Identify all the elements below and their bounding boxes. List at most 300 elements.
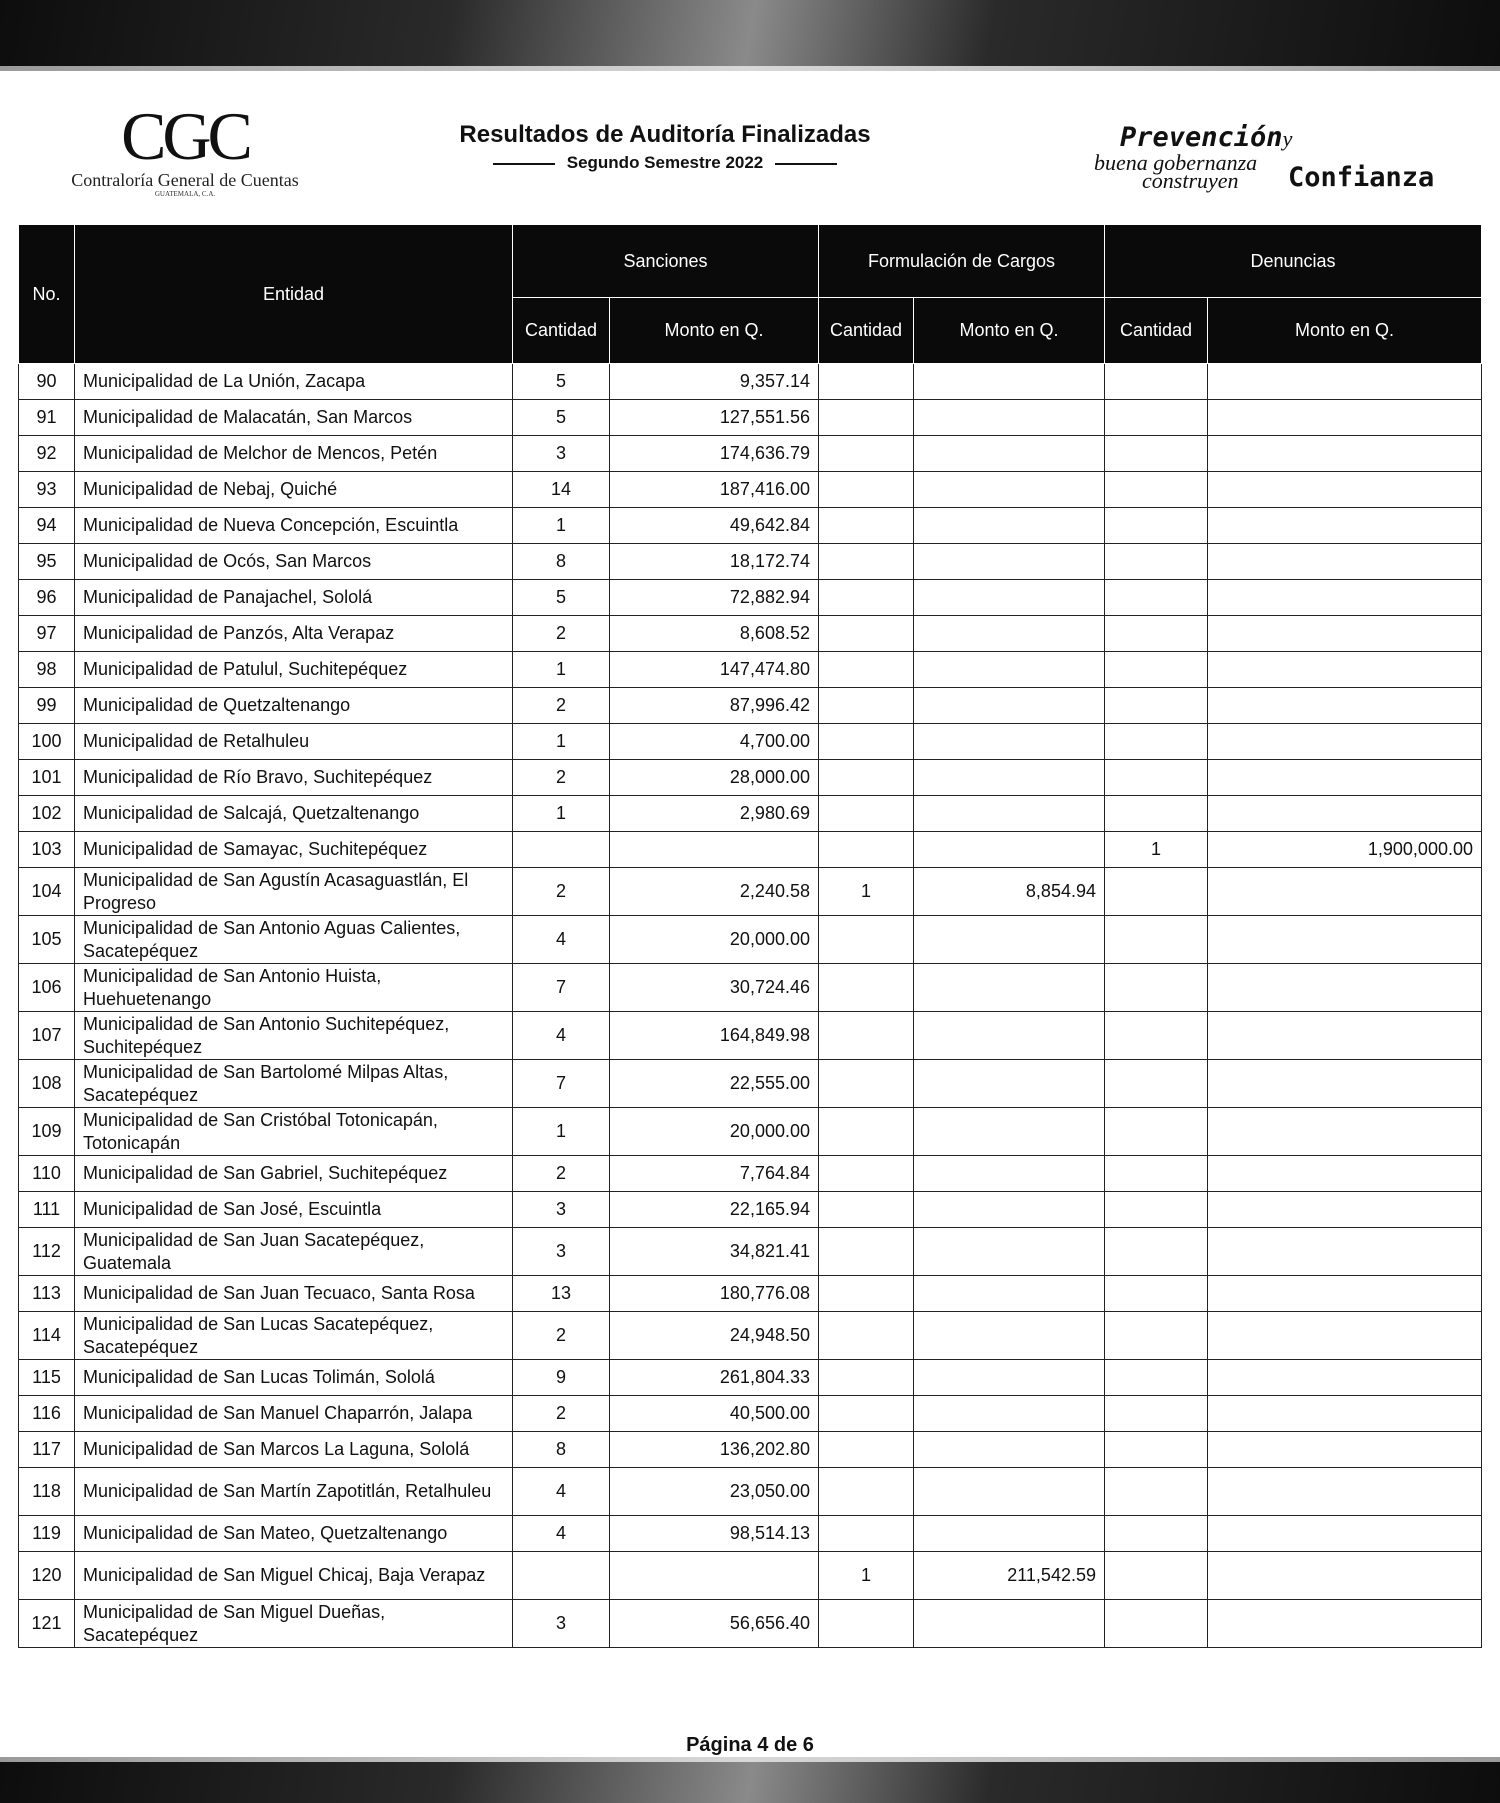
slogan-line-2: buena gobernanza (1094, 150, 1258, 175)
cell-formulacion-cantidad (819, 1600, 914, 1648)
cell-sanciones-cantidad: 3 (513, 1192, 610, 1228)
cell-no: 113 (19, 1276, 75, 1312)
cell-formulacion-cantidad (819, 436, 914, 472)
cell-denuncias-cantidad (1105, 1600, 1208, 1648)
table-row (19, 364, 1482, 400)
cell-denuncias-monto (1208, 1276, 1482, 1312)
cell-entidad: Municipalidad de Nebaj, Quiché (75, 472, 513, 508)
cell-formulacion-monto: 8,854.94 (914, 868, 1105, 916)
cell-sanciones-monto: 87,996.42 (610, 688, 819, 724)
cell-sanciones-monto: 22,555.00 (610, 1060, 819, 1108)
cell-sanciones-monto: 136,202.80 (610, 1432, 819, 1468)
cell-entidad: Municipalidad de Patulul, Suchitepéquez (75, 652, 513, 688)
cgc-logo (55, 98, 315, 202)
cell-denuncias-cantidad (1105, 508, 1208, 544)
cell-formulacion-cantidad (819, 1060, 914, 1108)
cell-denuncias-cantidad (1105, 868, 1208, 916)
cell-formulacion-monto (914, 916, 1105, 964)
cell-formulacion-cantidad (819, 1516, 914, 1552)
cell-formulacion-monto (914, 1108, 1105, 1156)
cell-sanciones-monto: 7,764.84 (610, 1156, 819, 1192)
cell-no: 101 (19, 760, 75, 796)
cell-sanciones-cantidad: 3 (513, 1600, 610, 1648)
cell-sanciones-cantidad (513, 832, 610, 868)
cell-denuncias-cantidad (1105, 544, 1208, 580)
slogan-word-prevencion: Prevención (1120, 122, 1283, 153)
cell-formulacion-cantidad (819, 688, 914, 724)
cell-formulacion-cantidad (819, 1228, 914, 1276)
cell-formulacion-monto (914, 1396, 1105, 1432)
cell-sanciones-cantidad: 3 (513, 436, 610, 472)
cell-entidad: Municipalidad de San Antonio Huista, Huehuetenango (75, 964, 513, 1012)
cell-formulacion-monto (914, 472, 1105, 508)
table-row (19, 868, 1482, 916)
cell-sanciones-monto: 30,724.46 (610, 964, 819, 1012)
cell-sanciones-cantidad: 4 (513, 916, 610, 964)
cell-entidad: Municipalidad de Panzós, Alta Verapaz (75, 616, 513, 652)
cell-sanciones-monto: 8,608.52 (610, 616, 819, 652)
cell-sanciones-cantidad: 2 (513, 1396, 610, 1432)
table-row (19, 580, 1482, 616)
table-row (19, 1600, 1482, 1648)
cell-sanciones-monto: 180,776.08 (610, 1276, 819, 1312)
table-row (19, 400, 1482, 436)
cell-entidad: Municipalidad de San José, Escuintla (75, 1192, 513, 1228)
col-header-no: No. (19, 225, 75, 364)
cell-entidad: Municipalidad de La Unión, Zacapa (75, 364, 513, 400)
cell-formulacion-monto (914, 1156, 1105, 1192)
table-header (19, 225, 1482, 364)
cell-formulacion-cantidad (819, 796, 914, 832)
cell-entidad: Municipalidad de San Lucas Tolimán, Sololá (75, 1360, 513, 1396)
cell-formulacion-cantidad (819, 832, 914, 868)
sub-header-denuncias-monto: Monto en Q. (1208, 298, 1482, 364)
cell-denuncias-monto (1208, 1012, 1482, 1060)
cell-formulacion-cantidad (819, 544, 914, 580)
cell-formulacion-cantidad (819, 1156, 914, 1192)
cell-formulacion-monto (914, 1192, 1105, 1228)
table-row (19, 652, 1482, 688)
cell-denuncias-monto (1208, 1360, 1482, 1396)
cell-sanciones-monto: 2,240.58 (610, 868, 819, 916)
cell-sanciones-monto: 18,172.74 (610, 544, 819, 580)
cell-sanciones-cantidad: 8 (513, 1432, 610, 1468)
cell-denuncias-monto (1208, 580, 1482, 616)
cell-no: 104 (19, 868, 75, 916)
cell-denuncias-monto (1208, 544, 1482, 580)
slogan-word-y: y (1282, 126, 1293, 151)
cell-no: 97 (19, 616, 75, 652)
cell-formulacion-cantidad (819, 652, 914, 688)
cell-entidad: Municipalidad de Ocós, San Marcos (75, 544, 513, 580)
cell-denuncias-monto (1208, 436, 1482, 472)
cell-denuncias-cantidad (1105, 916, 1208, 964)
cell-no: 119 (19, 1516, 75, 1552)
cell-sanciones-monto: 24,948.50 (610, 1312, 819, 1360)
cell-sanciones-cantidad: 3 (513, 1228, 610, 1276)
cell-sanciones-cantidad: 14 (513, 472, 610, 508)
cell-formulacion-monto (914, 1060, 1105, 1108)
table-row (19, 724, 1482, 760)
sub-header-sanciones-monto: Monto en Q. (610, 298, 819, 364)
subtitle-rule-right (775, 163, 837, 165)
cell-sanciones-cantidad: 7 (513, 1060, 610, 1108)
cell-denuncias-monto (1208, 1156, 1482, 1192)
cell-no: 107 (19, 1012, 75, 1060)
cell-formulacion-cantidad (819, 1312, 914, 1360)
cell-denuncias-monto (1208, 652, 1482, 688)
cell-no: 110 (19, 1156, 75, 1192)
table-row (19, 436, 1482, 472)
table-row (19, 1108, 1482, 1156)
cell-denuncias-monto (1208, 400, 1482, 436)
cell-formulacion-cantidad (819, 616, 914, 652)
cell-entidad: Municipalidad de Melchor de Mencos, Petén (75, 436, 513, 472)
cell-formulacion-monto (914, 652, 1105, 688)
cell-sanciones-monto: 72,882.94 (610, 580, 819, 616)
cell-denuncias-cantidad (1105, 580, 1208, 616)
cell-formulacion-cantidad (819, 400, 914, 436)
table-row (19, 688, 1482, 724)
cell-denuncias-monto (1208, 1312, 1482, 1360)
cell-no: 98 (19, 652, 75, 688)
cell-formulacion-monto (914, 1360, 1105, 1396)
cell-denuncias-monto (1208, 760, 1482, 796)
cell-entidad: Municipalidad de San Lucas Sacatepéquez, Sacatepéquez (75, 1312, 513, 1360)
group-header-sanciones: Sanciones (513, 225, 819, 298)
cell-sanciones-monto: 187,416.00 (610, 472, 819, 508)
cell-denuncias-monto (1208, 472, 1482, 508)
cell-denuncias-cantidad (1105, 1432, 1208, 1468)
cell-sanciones-cantidad: 1 (513, 796, 610, 832)
cell-no: 92 (19, 436, 75, 472)
cell-no: 94 (19, 508, 75, 544)
cell-denuncias-monto (1208, 616, 1482, 652)
table-row (19, 1552, 1482, 1600)
cell-denuncias-monto (1208, 724, 1482, 760)
cell-no: 115 (19, 1360, 75, 1396)
cell-denuncias-cantidad (1105, 400, 1208, 436)
table-row (19, 1516, 1482, 1552)
slogan-word-confianza: Confianza (1288, 162, 1435, 193)
table-row (19, 1012, 1482, 1060)
cell-no: 96 (19, 580, 75, 616)
cell-no: 121 (19, 1600, 75, 1648)
cell-sanciones-monto: 2,980.69 (610, 796, 819, 832)
cell-entidad: Municipalidad de Malacatán, San Marcos (75, 400, 513, 436)
cell-formulacion-cantidad (819, 508, 914, 544)
cell-denuncias-monto (1208, 1552, 1482, 1600)
cell-denuncias-cantidad (1105, 1012, 1208, 1060)
cell-formulacion-monto (914, 364, 1105, 400)
slogan (1090, 118, 1450, 198)
cell-sanciones-cantidad: 5 (513, 400, 610, 436)
cell-no: 106 (19, 964, 75, 1012)
cell-sanciones-cantidad: 2 (513, 1312, 610, 1360)
table-row (19, 616, 1482, 652)
cell-formulacion-cantidad (819, 364, 914, 400)
sub-header-formulacion-monto: Monto en Q. (914, 298, 1105, 364)
table-row (19, 1360, 1482, 1396)
cell-sanciones-cantidad: 9 (513, 1360, 610, 1396)
cell-sanciones-cantidad: 13 (513, 1276, 610, 1312)
cell-no: 116 (19, 1396, 75, 1432)
document-title-block (330, 120, 1000, 176)
table-body (19, 364, 1482, 1648)
slogan-line-3: construyen (1142, 168, 1239, 193)
cell-denuncias-cantidad (1105, 652, 1208, 688)
cell-denuncias-monto (1208, 1600, 1482, 1648)
cell-denuncias-monto (1208, 1396, 1482, 1432)
cell-formulacion-monto (914, 760, 1105, 796)
cell-sanciones-monto: 98,514.13 (610, 1516, 819, 1552)
group-header-formulacion: Formulación de Cargos (819, 225, 1105, 298)
cell-denuncias-monto (1208, 1228, 1482, 1276)
subtitle-rule-left (493, 163, 555, 165)
cell-sanciones-cantidad: 2 (513, 760, 610, 796)
sub-header-denuncias-cantidad: Cantidad (1105, 298, 1208, 364)
cell-sanciones-monto: 164,849.98 (610, 1012, 819, 1060)
cell-sanciones-cantidad: 1 (513, 652, 610, 688)
cell-sanciones-monto: 127,551.56 (610, 400, 819, 436)
cell-formulacion-monto (914, 1600, 1105, 1648)
table-row (19, 1432, 1482, 1468)
cell-entidad: Municipalidad de Quetzaltenango (75, 688, 513, 724)
cell-denuncias-cantidad (1105, 472, 1208, 508)
cell-sanciones-monto: 56,656.40 (610, 1600, 819, 1648)
cell-denuncias-monto (1208, 1192, 1482, 1228)
cell-no: 90 (19, 364, 75, 400)
cell-sanciones-cantidad: 4 (513, 1516, 610, 1552)
cell-entidad: Municipalidad de San Agustín Acasaguastlán, El Progreso (75, 868, 513, 916)
cell-formulacion-cantidad (819, 760, 914, 796)
cell-formulacion-monto (914, 1012, 1105, 1060)
cell-denuncias-monto (1208, 796, 1482, 832)
cell-entidad: Municipalidad de San Cristóbal Totonicapán, Totonicapán (75, 1108, 513, 1156)
cell-formulacion-monto (914, 1276, 1105, 1312)
cell-denuncias-monto (1208, 688, 1482, 724)
cell-sanciones-monto: 4,700.00 (610, 724, 819, 760)
cell-denuncias-cantidad (1105, 1516, 1208, 1552)
cell-formulacion-cantidad (819, 1192, 914, 1228)
table-row (19, 1060, 1482, 1108)
cell-entidad: Municipalidad de San Manuel Chaparrón, Jalapa (75, 1396, 513, 1432)
table-row (19, 1468, 1482, 1516)
table-row (19, 508, 1482, 544)
cell-no: 108 (19, 1060, 75, 1108)
table-row (19, 964, 1482, 1012)
cell-formulacion-monto (914, 1432, 1105, 1468)
cell-formulacion-cantidad (819, 1468, 914, 1516)
cell-denuncias-cantidad (1105, 1192, 1208, 1228)
table-row (19, 1192, 1482, 1228)
cell-denuncias-cantidad: 1 (1105, 832, 1208, 868)
cell-sanciones-cantidad: 5 (513, 364, 610, 400)
cell-formulacion-monto (914, 1516, 1105, 1552)
cell-entidad: Municipalidad de Samayac, Suchitepéquez (75, 832, 513, 868)
cell-sanciones-monto: 9,357.14 (610, 364, 819, 400)
cell-entidad: Municipalidad de Nueva Concepción, Escuintla (75, 508, 513, 544)
cell-denuncias-cantidad (1105, 1552, 1208, 1600)
cell-denuncias-monto (1208, 1516, 1482, 1552)
cell-no: 103 (19, 832, 75, 868)
cell-sanciones-monto: 261,804.33 (610, 1360, 819, 1396)
cell-denuncias-cantidad (1105, 1228, 1208, 1276)
cell-sanciones-cantidad: 7 (513, 964, 610, 1012)
cell-formulacion-monto (914, 796, 1105, 832)
cell-formulacion-monto (914, 508, 1105, 544)
cell-formulacion-cantidad: 1 (819, 1552, 914, 1600)
cell-no: 91 (19, 400, 75, 436)
cell-denuncias-monto (1208, 1432, 1482, 1468)
cell-sanciones-monto: 28,000.00 (610, 760, 819, 796)
cell-no: 114 (19, 1312, 75, 1360)
cell-denuncias-cantidad (1105, 1396, 1208, 1432)
cell-denuncias-cantidad (1105, 1360, 1208, 1396)
cell-sanciones-monto (610, 832, 819, 868)
table-row (19, 1396, 1482, 1432)
cell-denuncias-monto (1208, 1468, 1482, 1516)
cell-entidad: Municipalidad de San Juan Sacatepéquez, Guatemala (75, 1228, 513, 1276)
sub-header-sanciones-cantidad: Cantidad (513, 298, 610, 364)
group-header-denuncias: Denuncias (1105, 225, 1482, 298)
cell-denuncias-monto (1208, 364, 1482, 400)
cell-entidad: Municipalidad de San Miguel Chicaj, Baja Verapaz (75, 1552, 513, 1600)
cell-entidad: Municipalidad de San Martín Zapotitlán, Retalhuleu (75, 1468, 513, 1516)
cell-formulacion-monto (914, 436, 1105, 472)
cell-formulacion-cantidad (819, 964, 914, 1012)
cell-entidad: Municipalidad de San Gabriel, Suchitepéquez (75, 1156, 513, 1192)
cell-denuncias-cantidad (1105, 436, 1208, 472)
cell-denuncias-cantidad (1105, 688, 1208, 724)
cell-no: 95 (19, 544, 75, 580)
cell-denuncias-cantidad (1105, 964, 1208, 1012)
cell-entidad: Municipalidad de San Antonio Suchitepéquez, Suchitepéquez (75, 1012, 513, 1060)
table-row (19, 760, 1482, 796)
cell-no: 111 (19, 1192, 75, 1228)
cell-formulacion-monto (914, 544, 1105, 580)
cell-denuncias-cantidad (1105, 760, 1208, 796)
cell-formulacion-cantidad (819, 916, 914, 964)
cell-denuncias-cantidad (1105, 1108, 1208, 1156)
cell-sanciones-cantidad: 4 (513, 1468, 610, 1516)
cell-sanciones-monto: 20,000.00 (610, 1108, 819, 1156)
cell-denuncias-monto (1208, 1108, 1482, 1156)
cell-denuncias-cantidad (1105, 1156, 1208, 1192)
cell-entidad: Municipalidad de Salcajá, Quetzaltenango (75, 796, 513, 832)
table-row (19, 1312, 1482, 1360)
cell-sanciones-monto: 147,474.80 (610, 652, 819, 688)
cell-denuncias-monto (1208, 1060, 1482, 1108)
table-row (19, 832, 1482, 868)
cell-formulacion-cantidad (819, 1108, 914, 1156)
logo-country: GUATEMALA, C.A. (154, 190, 216, 198)
cell-no: 105 (19, 916, 75, 964)
cell-formulacion-monto (914, 688, 1105, 724)
cell-formulacion-cantidad (819, 580, 914, 616)
cell-no: 118 (19, 1468, 75, 1516)
cell-formulacion-monto (914, 616, 1105, 652)
cell-sanciones-monto: 20,000.00 (610, 916, 819, 964)
cell-denuncias-monto (1208, 964, 1482, 1012)
cell-formulacion-cantidad (819, 1432, 914, 1468)
cell-denuncias-cantidad (1105, 1060, 1208, 1108)
table-row (19, 544, 1482, 580)
cell-formulacion-monto: 211,542.59 (914, 1552, 1105, 1600)
cell-sanciones-cantidad: 2 (513, 688, 610, 724)
cell-entidad: Municipalidad de Río Bravo, Suchitepéquez (75, 760, 513, 796)
cell-sanciones-monto: 174,636.79 (610, 436, 819, 472)
cell-formulacion-monto (914, 1228, 1105, 1276)
cell-formulacion-cantidad (819, 1276, 914, 1312)
cell-formulacion-cantidad (819, 1360, 914, 1396)
cell-sanciones-monto: 23,050.00 (610, 1468, 819, 1516)
col-header-entidad: Entidad (75, 225, 513, 364)
cell-sanciones-cantidad: 1 (513, 724, 610, 760)
cell-no: 120 (19, 1552, 75, 1600)
cell-entidad: Municipalidad de Retalhuleu (75, 724, 513, 760)
cell-denuncias-cantidad (1105, 1312, 1208, 1360)
slogan-line-1 (1120, 122, 1292, 153)
cell-no: 93 (19, 472, 75, 508)
cell-formulacion-monto (914, 1468, 1105, 1516)
table-row (19, 1276, 1482, 1312)
cell-denuncias-cantidad (1105, 1276, 1208, 1312)
cell-no: 112 (19, 1228, 75, 1276)
sub-header-formulacion-cantidad: Cantidad (819, 298, 914, 364)
top-decorative-band (0, 0, 1500, 66)
bottom-decorative-band (0, 1762, 1500, 1803)
cell-formulacion-monto (914, 580, 1105, 616)
table-row (19, 796, 1482, 832)
cell-denuncias-cantidad (1105, 724, 1208, 760)
cell-denuncias-cantidad (1105, 1468, 1208, 1516)
table-row (19, 1228, 1482, 1276)
cell-sanciones-cantidad: 4 (513, 1012, 610, 1060)
page-number: Página 4 de 6 (686, 1734, 814, 1756)
cell-formulacion-monto (914, 832, 1105, 868)
cell-sanciones-monto: 22,165.94 (610, 1192, 819, 1228)
cell-sanciones-monto (610, 1552, 819, 1600)
cell-entidad: Municipalidad de San Juan Tecuaco, Santa Rosa (75, 1276, 513, 1312)
cell-denuncias-cantidad (1105, 796, 1208, 832)
cell-formulacion-monto (914, 400, 1105, 436)
cell-denuncias-monto (1208, 916, 1482, 964)
cell-no: 99 (19, 688, 75, 724)
cell-sanciones-cantidad: 1 (513, 508, 610, 544)
cell-formulacion-cantidad (819, 1396, 914, 1432)
cell-sanciones-monto: 40,500.00 (610, 1396, 819, 1432)
cell-sanciones-cantidad: 2 (513, 1156, 610, 1192)
cell-entidad: Municipalidad de Panajachel, Sololá (75, 580, 513, 616)
cell-no: 102 (19, 796, 75, 832)
table-row (19, 1156, 1482, 1192)
cell-sanciones-cantidad: 2 (513, 868, 610, 916)
cell-formulacion-cantidad (819, 724, 914, 760)
cell-no: 117 (19, 1432, 75, 1468)
cell-sanciones-cantidad (513, 1552, 610, 1600)
cell-sanciones-cantidad: 1 (513, 1108, 610, 1156)
cell-formulacion-monto (914, 724, 1105, 760)
cell-entidad: Municipalidad de San Bartolomé Milpas Altas, Sacatepéquez (75, 1060, 513, 1108)
table-row (19, 472, 1482, 508)
cell-formulacion-cantidad (819, 472, 914, 508)
cell-formulacion-monto (914, 964, 1105, 1012)
cell-denuncias-monto (1208, 868, 1482, 916)
cell-sanciones-cantidad: 8 (513, 544, 610, 580)
cell-sanciones-monto: 34,821.41 (610, 1228, 819, 1276)
subtitle-text: Segundo Semestre 2022 (566, 153, 764, 172)
